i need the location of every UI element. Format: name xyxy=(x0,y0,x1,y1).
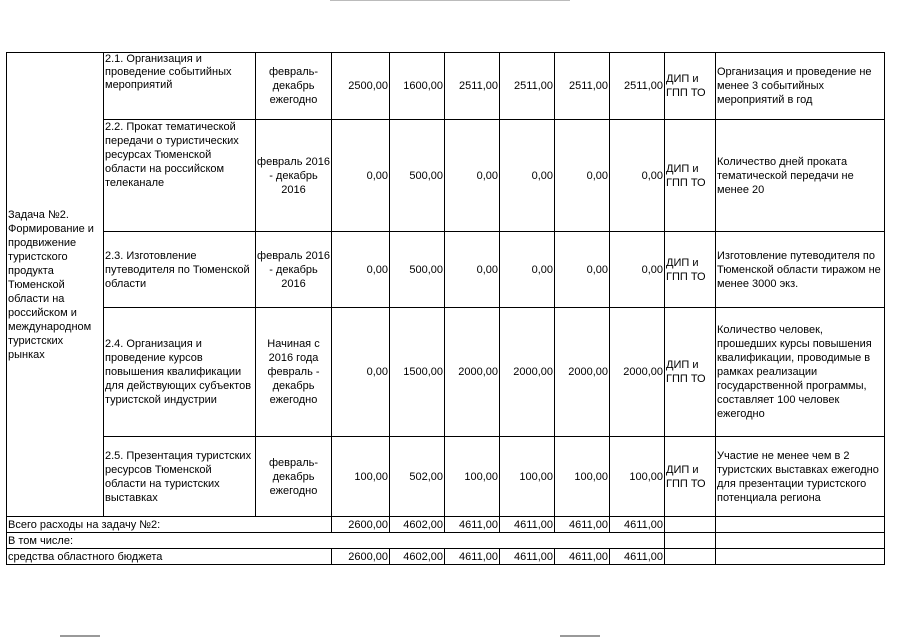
scan-top-edge xyxy=(330,0,570,1)
table-row xyxy=(7,437,885,517)
task-cell: Задача №2. Формирование и продвижение туристского продукта Тюменской области на российском и международном туристских рынках xyxy=(7,53,104,517)
measure-period: февраль-декабрь ежегодно xyxy=(256,53,332,120)
executor-cell: ДИП и ГПП ТО xyxy=(665,437,716,517)
table-row xyxy=(7,308,885,437)
measure-period: Начиная с 2016 года февраль - декабрь ежегодно xyxy=(256,308,332,437)
amount-cell: 500,00 xyxy=(390,232,445,308)
amount-cell: 2511,00 xyxy=(555,53,610,120)
amount-cell: 2000,00 xyxy=(500,308,555,437)
amount-cell: 100,00 xyxy=(332,437,390,517)
amount-cell: 4611,00 xyxy=(610,549,665,565)
empty-cell xyxy=(665,549,716,565)
executor-cell: ДИП и ГПП ТО xyxy=(665,120,716,232)
amount-cell: 0,00 xyxy=(332,120,390,232)
amount-cell: 502,00 xyxy=(390,437,445,517)
total-row xyxy=(7,517,885,533)
table-row xyxy=(7,53,885,120)
empty-cell xyxy=(716,517,885,533)
regional-budget-row xyxy=(7,549,885,565)
amount-cell: 1500,00 xyxy=(390,308,445,437)
including-label: В том числе: xyxy=(7,533,665,549)
total-label: Всего расходы на задачу №2: xyxy=(7,517,332,533)
amount-cell: 2000,00 xyxy=(610,308,665,437)
measure-period: февраль-декабрь ежегодно xyxy=(256,437,332,517)
measure-name: 2.2. Прокат тематической передачи о туристических ресурсах Тюменской области на российском телеканале xyxy=(104,120,256,232)
scan-bottom-mark xyxy=(560,635,600,637)
result-cell: Изготовление путеводителя по Тюменской области тиражом не менее 3000 экз. xyxy=(716,232,885,308)
amount-cell: 2000,00 xyxy=(555,308,610,437)
amount-cell: 2600,00 xyxy=(332,549,390,565)
amount-cell: 2000,00 xyxy=(445,308,500,437)
measure-name: 2.3. Изготовление путеводителя по Тюменской области xyxy=(104,232,256,308)
amount-cell: 0,00 xyxy=(332,308,390,437)
amount-cell: 2511,00 xyxy=(500,53,555,120)
amount-cell: 2500,00 xyxy=(332,53,390,120)
empty-cell xyxy=(665,517,716,533)
result-cell: Количество дней проката тематической передачи не менее 20 xyxy=(716,120,885,232)
amount-cell: 0,00 xyxy=(500,232,555,308)
amount-cell: 100,00 xyxy=(555,437,610,517)
amount-cell: 4611,00 xyxy=(445,517,500,533)
amount-cell: 100,00 xyxy=(610,437,665,517)
empty-cell xyxy=(716,533,885,549)
result-cell: Организация и проведение не менее 3 событийных мероприятий в год xyxy=(716,53,885,120)
amount-cell: 2511,00 xyxy=(445,53,500,120)
amount-cell: 4611,00 xyxy=(555,549,610,565)
scan-bottom-mark xyxy=(60,635,100,637)
table-row xyxy=(7,232,885,308)
amount-cell: 0,00 xyxy=(500,120,555,232)
amount-cell: 4602,00 xyxy=(390,517,445,533)
result-cell: Участие не менее чем в 2 туристских выставках ежегодно для презентации туристского потенциала региона xyxy=(716,437,885,517)
amount-cell: 4611,00 xyxy=(500,517,555,533)
amount-cell: 100,00 xyxy=(445,437,500,517)
budget-table xyxy=(6,52,885,565)
amount-cell: 0,00 xyxy=(332,232,390,308)
amount-cell: 4611,00 xyxy=(555,517,610,533)
amount-cell: 0,00 xyxy=(555,232,610,308)
executor-cell: ДИП и ГПП ТО xyxy=(665,232,716,308)
measure-name: 2.4. Организация и проведение курсов повышения квалификации для действующих субъектов туристской индустрии xyxy=(104,308,256,437)
amount-cell: 500,00 xyxy=(390,120,445,232)
amount-cell: 0,00 xyxy=(445,232,500,308)
regional-label: средства областного бюджета xyxy=(7,549,332,565)
including-row xyxy=(7,533,885,549)
amount-cell: 4611,00 xyxy=(610,517,665,533)
measure-period: февраль 2016 - декабрь 2016 xyxy=(256,120,332,232)
amount-cell: 4602,00 xyxy=(390,549,445,565)
measure-period: февраль 2016 - декабрь 2016 xyxy=(256,232,332,308)
executor-cell: ДИП и ГПП ТО xyxy=(665,53,716,120)
amount-cell: 0,00 xyxy=(610,232,665,308)
table-row xyxy=(7,120,885,232)
amount-cell: 4611,00 xyxy=(500,549,555,565)
amount-cell: 2511,00 xyxy=(610,53,665,120)
measure-name: 2.1. Организация и проведение событийных мероприятий xyxy=(104,53,256,120)
empty-cell xyxy=(716,549,885,565)
amount-cell: 0,00 xyxy=(610,120,665,232)
measure-name: 2.5. Презентация туристских ресурсов Тюменской области на туристских выставках xyxy=(104,437,256,517)
amount-cell: 4611,00 xyxy=(445,549,500,565)
amount-cell: 1600,00 xyxy=(390,53,445,120)
result-cell: Количество человек, прошедших курсы повышения квалификации, проводимые в рамках реализации государственной программы, составляет 100 человек ежегодно xyxy=(716,308,885,437)
amount-cell: 100,00 xyxy=(500,437,555,517)
executor-cell: ДИП и ГПП ТО xyxy=(665,308,716,437)
amount-cell: 0,00 xyxy=(445,120,500,232)
amount-cell: 2600,00 xyxy=(332,517,390,533)
empty-cell xyxy=(665,533,716,549)
amount-cell: 0,00 xyxy=(555,120,610,232)
